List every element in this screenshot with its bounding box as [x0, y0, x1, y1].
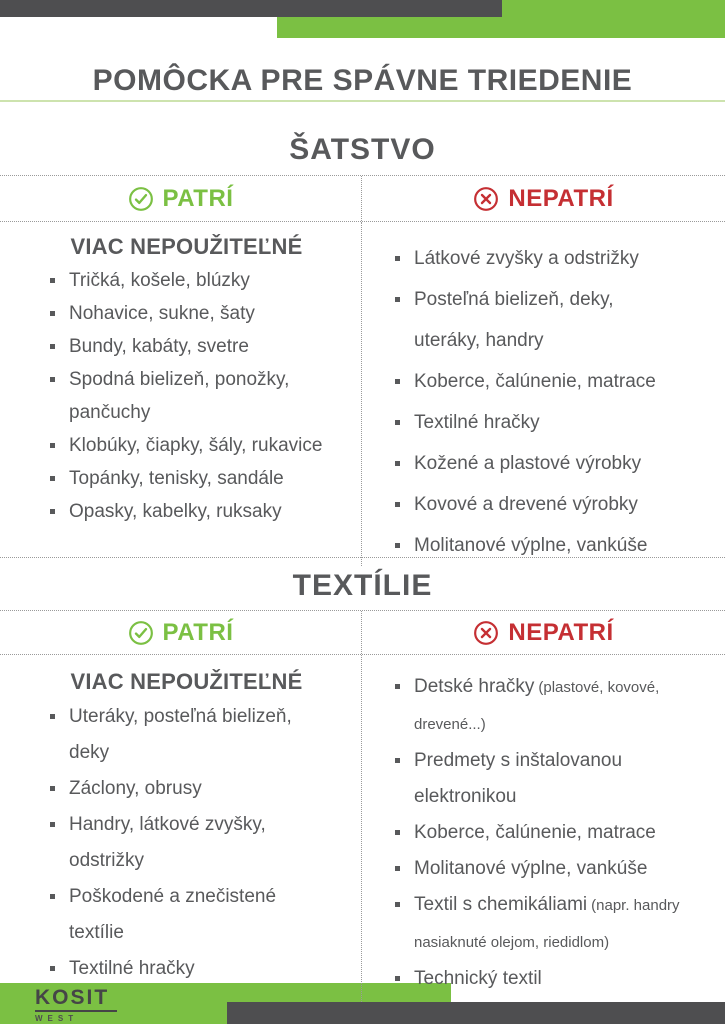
columns-header-row	[0, 610, 725, 655]
title-underline	[0, 100, 725, 102]
belongs-column	[0, 655, 362, 1002]
bullet-icon	[50, 509, 55, 514]
not-belongs-header	[362, 611, 725, 654]
bullet-icon	[395, 684, 400, 689]
logo-text: KOSIT	[35, 987, 117, 1012]
not-belongs-header	[362, 176, 725, 221]
item-text: Kožené a plastové výrobky	[414, 453, 642, 474]
list-item	[390, 669, 684, 743]
item-text: Textilné hračky	[69, 958, 195, 979]
item-text: Tričká, košele, blúzky	[69, 270, 250, 291]
belongs-header	[0, 176, 362, 221]
item-text: Textilné hračky	[414, 412, 540, 433]
item-text: Technický textil	[414, 968, 542, 989]
not-belongs-item-list	[390, 669, 684, 997]
item-text: Detské hračky	[414, 676, 535, 697]
not-belongs-column	[362, 222, 725, 566]
list-item	[45, 330, 328, 363]
item-text: Nohavice, sukne, šaty	[69, 303, 255, 324]
bullet-icon	[50, 714, 55, 719]
item-text: Molitanové výplne, vankúše	[414, 858, 648, 879]
belongs-label: PATRÍ	[162, 618, 234, 646]
bullet-icon	[50, 443, 55, 448]
bullet-icon	[50, 786, 55, 791]
belongs-header	[0, 611, 362, 654]
list-item	[45, 807, 328, 879]
belongs-column	[0, 222, 362, 566]
logo-subtext: WEST	[35, 1014, 79, 1023]
x-circle-icon	[473, 620, 499, 646]
bullet-icon	[50, 311, 55, 316]
item-text: Koberce, čalúnenie, matrace	[414, 371, 656, 392]
item-note: (plastové, kovové, drevené...)	[414, 679, 660, 733]
item-text: Bundy, kabáty, svetre	[69, 336, 249, 357]
item-text: Záclony, obrusy	[69, 778, 202, 799]
item-text: Klobúky, čiapky, šály, rukavice	[69, 435, 323, 456]
item-text: Látkové zvyšky a odstrižky	[414, 248, 639, 269]
not-belongs-label: NEPATRÍ	[508, 618, 614, 646]
list-item	[390, 961, 684, 997]
bullet-icon	[50, 822, 55, 827]
item-text: Handry, látkové zvyšky, odstrižky	[69, 814, 266, 871]
list-item	[45, 699, 328, 771]
columns-body	[0, 222, 725, 558]
list-item	[45, 429, 328, 462]
bullet-icon	[395, 502, 400, 507]
bullet-icon	[395, 976, 400, 981]
section	[0, 558, 725, 1002]
columns-header-row	[0, 175, 725, 222]
check-circle-icon	[128, 620, 154, 646]
bullet-icon	[50, 894, 55, 899]
item-note: (napr. handry nasiaknuté olejom, riedidlom)	[414, 897, 680, 951]
top-dark-bar	[0, 0, 502, 17]
list-item	[390, 402, 684, 443]
bullet-icon	[50, 377, 55, 382]
item-text: Predmety s inštalovanou elektronikou	[414, 750, 623, 807]
item-text: Topánky, tenisky, sandále	[69, 468, 284, 489]
item-text: Poškodené a znečistené textílie	[69, 886, 277, 943]
bullet-icon	[395, 830, 400, 835]
section-title: ŠATSTVO	[289, 133, 436, 166]
bullet-icon	[395, 543, 400, 548]
item-text: Opasky, kabelky, ruksaky	[69, 501, 282, 522]
bottom-dark-bar	[227, 1002, 725, 1024]
columns-body	[0, 655, 725, 1002]
bullet-icon	[395, 379, 400, 384]
x-circle-icon	[473, 186, 499, 212]
item-text: Textil s chemikáliami	[414, 894, 588, 915]
list-item	[45, 297, 328, 330]
list-item	[390, 238, 684, 279]
list-item	[390, 743, 684, 815]
check-circle-icon	[128, 186, 154, 212]
bullet-icon	[50, 278, 55, 283]
list-item	[390, 279, 684, 361]
list-item	[390, 484, 684, 525]
list-item	[45, 771, 328, 807]
list-item	[390, 851, 684, 887]
not-belongs-label: NEPATRÍ	[508, 184, 614, 212]
belongs-item-list	[45, 264, 328, 528]
item-text: Uteráky, posteľná bielizeň, deky	[69, 706, 292, 763]
item-text: Koberce, čalúnenie, matrace	[414, 822, 656, 843]
belongs-column-heading: VIAC NEPOUŽITEĽNÉ	[70, 669, 303, 694]
item-text: Kovové a drevené výrobky	[414, 494, 638, 515]
list-item	[45, 462, 328, 495]
section-title: TEXTÍLIE	[292, 569, 433, 602]
list-item	[390, 443, 684, 484]
list-item	[45, 363, 328, 429]
list-item	[45, 951, 328, 987]
item-text: Molitanové výplne, vankúše	[414, 535, 648, 556]
bullet-icon	[395, 758, 400, 763]
bullet-icon	[395, 866, 400, 871]
section	[0, 120, 725, 558]
bullet-icon	[395, 461, 400, 466]
belongs-item-list	[45, 699, 328, 987]
bullet-icon	[395, 256, 400, 261]
bullet-icon	[50, 966, 55, 971]
item-text: Spodná bielizeň, ponožky, pančuchy	[69, 369, 290, 423]
belongs-column-heading: VIAC NEPOUŽITEĽNÉ	[70, 234, 303, 259]
bullet-icon	[50, 344, 55, 349]
item-text: Posteľná bielizeň, deky, uteráky, handry	[414, 289, 614, 351]
list-item	[390, 361, 684, 402]
bullet-icon	[395, 297, 400, 302]
list-item	[45, 879, 328, 951]
not-belongs-column	[362, 655, 725, 1002]
list-item	[390, 815, 684, 851]
page-title: POMÔCKA PRE SPÁVNE TRIEDENIE	[92, 64, 633, 97]
list-item	[390, 887, 684, 961]
not-belongs-item-list	[390, 238, 684, 566]
belongs-label: PATRÍ	[162, 184, 234, 212]
bullet-icon	[395, 420, 400, 425]
bullet-icon	[50, 476, 55, 481]
list-item	[45, 495, 328, 528]
kosit-logo	[35, 987, 117, 1023]
bullet-icon	[395, 902, 400, 907]
list-item	[45, 264, 328, 297]
